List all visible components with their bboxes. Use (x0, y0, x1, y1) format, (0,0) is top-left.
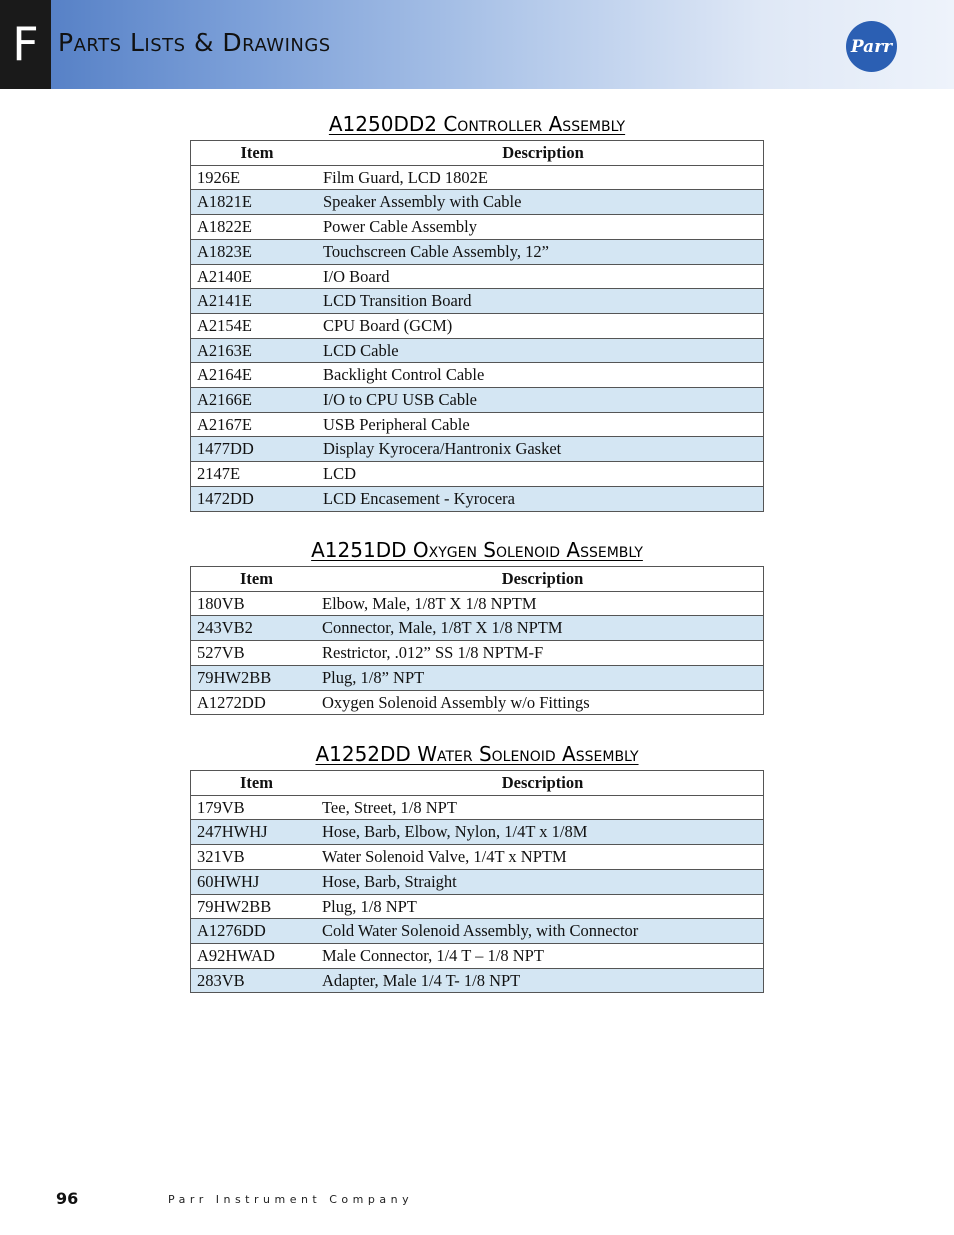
parts-table-water-solenoid (190, 770, 764, 993)
item-number-cell: A2164E (191, 363, 318, 388)
item-number-cell: 247HWHJ (191, 820, 317, 845)
table-row (191, 894, 764, 919)
table-row (191, 591, 764, 616)
item-number-cell: A2166E (191, 388, 318, 413)
item-number-cell: 283VB (191, 968, 317, 993)
parr-logo (845, 20, 898, 73)
description-cell: Film Guard, LCD 1802E (317, 165, 764, 190)
item-number-cell: A2141E (191, 289, 318, 314)
section-title-water-solenoid: A1252DD Water Solenoid Assembly (315, 742, 639, 766)
table-row (191, 641, 764, 666)
item-number-cell: A92HWAD (191, 943, 317, 968)
description-cell: Display Kyrocera/Hantronix Gasket (317, 437, 764, 462)
table-row (191, 165, 764, 190)
item-number-cell: A2167E (191, 412, 318, 437)
item-number-cell: 527VB (191, 641, 317, 666)
table-row (191, 215, 764, 240)
description-cell: I/O Board (317, 264, 764, 289)
description-cell: Power Cable Assembly (317, 215, 764, 240)
item-number-cell: 1477DD (191, 437, 318, 462)
logo-text: Parr (850, 37, 893, 57)
description-cell: LCD (317, 462, 764, 487)
description-cell: Water Solenoid Valve, 1/4T x NPTM (316, 845, 764, 870)
description-cell: Hose, Barb, Elbow, Nylon, 1/4T x 1/8M (316, 820, 764, 845)
description-cell: Plug, 1/8 NPT (316, 894, 764, 919)
item-number-cell: A1272DD (191, 690, 317, 715)
item-number-cell: 321VB (191, 845, 317, 870)
page-header (0, 0, 954, 89)
description-cell: LCD Cable (317, 338, 764, 363)
item-number-cell: 60HWHJ (191, 869, 317, 894)
table-row (191, 919, 764, 944)
column-header-item: Item (191, 141, 318, 166)
item-number-cell: A2140E (191, 264, 318, 289)
description-cell: Plug, 1/8” NPT (316, 665, 764, 690)
column-header-description: Description (317, 141, 764, 166)
description-cell: Restrictor, .012” SS 1/8 NPTM-F (316, 641, 764, 666)
item-number-cell: 1472DD (191, 486, 318, 511)
column-header-description: Description (316, 771, 764, 796)
description-cell: LCD Transition Board (317, 289, 764, 314)
table-row (191, 968, 764, 993)
item-number-cell: A1823E (191, 239, 318, 264)
parts-table-oxygen-solenoid (190, 566, 764, 715)
description-cell: USB Peripheral Cable (317, 412, 764, 437)
description-cell: Hose, Barb, Straight (316, 869, 764, 894)
table-row (191, 338, 764, 363)
table-row (191, 462, 764, 487)
item-number-cell: 243VB2 (191, 616, 317, 641)
item-number-cell: A1276DD (191, 919, 317, 944)
parts-table-controller (190, 140, 764, 512)
description-cell: Oxygen Solenoid Assembly w/o Fittings (316, 690, 764, 715)
table-row (191, 313, 764, 338)
item-number-cell: 79HW2BB (191, 894, 317, 919)
table-row (191, 437, 764, 462)
description-cell: Adapter, Male 1/4 T- 1/8 NPT (316, 968, 764, 993)
description-cell: Male Connector, 1/4 T – 1/8 NPT (316, 943, 764, 968)
item-number-cell: 180VB (191, 591, 317, 616)
description-cell: CPU Board (GCM) (317, 313, 764, 338)
column-header-item: Item (191, 567, 317, 592)
description-cell: Elbow, Male, 1/8T X 1/8 NPTM (316, 591, 764, 616)
table-row (191, 239, 764, 264)
table-row (191, 486, 764, 511)
description-cell: Touchscreen Cable Assembly, 12” (317, 239, 764, 264)
section-title-oxygen-solenoid: A1251DD Oxygen Solenoid Assembly (311, 538, 643, 562)
page-number: 96 (56, 1189, 79, 1208)
table-row (191, 264, 764, 289)
table-row (191, 412, 764, 437)
item-number-cell: 179VB (191, 795, 317, 820)
item-number-cell: A2154E (191, 313, 318, 338)
item-number-cell: 79HW2BB (191, 665, 317, 690)
item-number-cell: 1926E (191, 165, 318, 190)
item-number-cell: A1822E (191, 215, 318, 240)
table-row (191, 363, 764, 388)
description-cell: Connector, Male, 1/8T X 1/8 NPTM (316, 616, 764, 641)
column-header-description: Description (316, 567, 764, 592)
table-row (191, 665, 764, 690)
item-number-cell: A1821E (191, 190, 318, 215)
table-row (191, 289, 764, 314)
footer-company-name: Parr Instrument Company (168, 1193, 414, 1206)
description-cell: LCD Encasement - Kyrocera (317, 486, 764, 511)
description-cell: Speaker Assembly with Cable (317, 190, 764, 215)
section-letter-tab: F (0, 0, 51, 89)
description-cell: Cold Water Solenoid Assembly, with Connector (316, 919, 764, 944)
section-title-controller: A1250DD2 Controller Assembly (328, 112, 626, 136)
table-row (191, 943, 764, 968)
table-row (191, 845, 764, 870)
table-row (191, 690, 764, 715)
table-row (191, 795, 764, 820)
item-number-cell: A2163E (191, 338, 318, 363)
description-cell: Tee, Street, 1/8 NPT (316, 795, 764, 820)
table-row (191, 820, 764, 845)
table-row (191, 616, 764, 641)
page-title: Parts Lists & Drawings (58, 28, 331, 57)
description-cell: Backlight Control Cable (317, 363, 764, 388)
table-row (191, 190, 764, 215)
column-header-item: Item (191, 771, 317, 796)
description-cell: I/O to CPU USB Cable (317, 388, 764, 413)
table-row (191, 869, 764, 894)
item-number-cell: 2147E (191, 462, 318, 487)
table-row (191, 388, 764, 413)
